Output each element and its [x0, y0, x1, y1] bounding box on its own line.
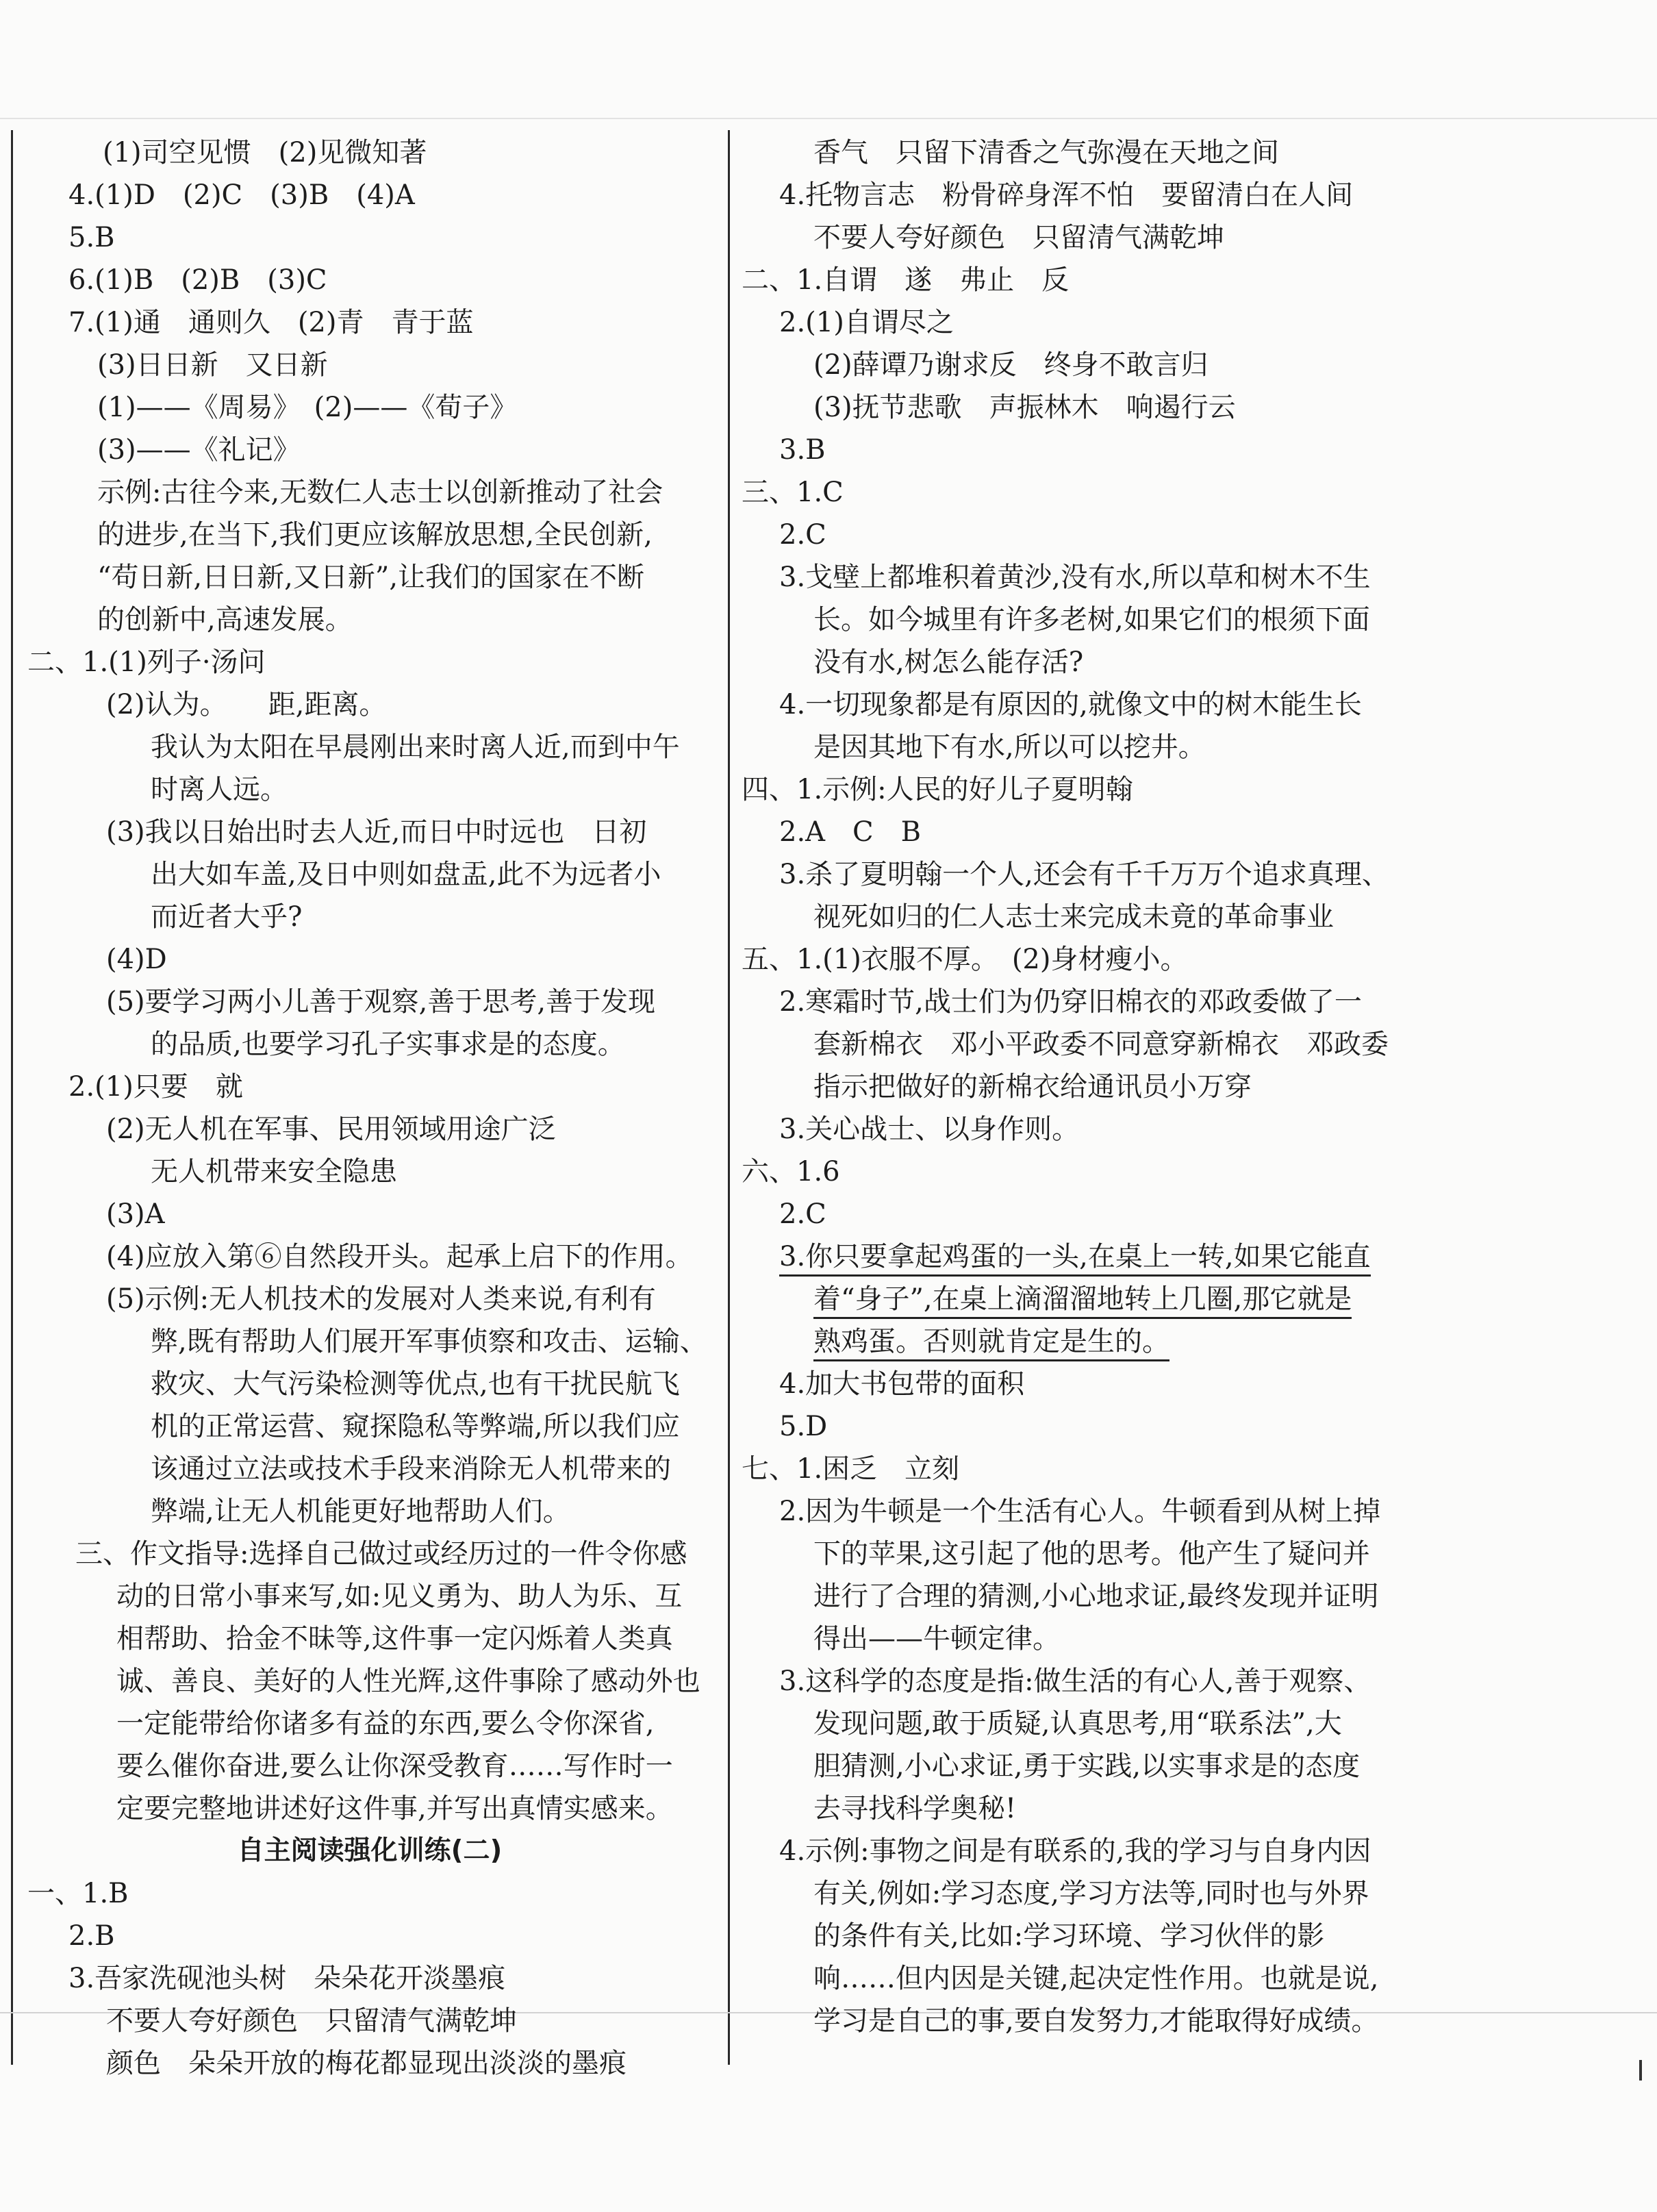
right-answer-line: 去寻找科学奥秘! — [813, 1793, 1017, 1824]
left-answer-line: (5)示例:无人机技术的发展对人类来说,有利有 — [106, 1283, 656, 1315]
right-answer-line: 响……但内因是关键,起决定性作用。也就是说, — [813, 1963, 1379, 1994]
left-answer-line: 颜色 朵朵开放的梅花都显现出淡淡的墨痕 — [106, 2048, 627, 2079]
left-answer-line: 2.B — [68, 1920, 115, 1952]
right-answer-line: 套新棉衣 邓小平政委不同意穿新棉衣 邓政委 — [813, 1029, 1389, 1060]
right-answer-line: (3)抚节悲歌 声振林木 响遏行云 — [813, 392, 1236, 423]
left-answer-line: 的品质,也要学习孔子实事求是的态度。 — [151, 1029, 625, 1060]
right-answer-line: 三、1.C — [742, 477, 844, 508]
left-answer-line: (1)——《周易》 (2)——《荀子》 — [97, 392, 518, 423]
right-answer-line: (2)薛谭乃谢求反 终身不敢言归 — [813, 349, 1209, 381]
left-answer-line: (5)要学习两小儿善于观察,善于思考,善于发现 — [106, 986, 656, 1018]
underlined-text: 着“身子”,在桌上滴溜溜地转上几圈,那它就是 — [813, 1283, 1352, 1319]
left-answer-line: (4)D — [106, 944, 167, 975]
right-answer-line: 下的苹果,这引起了他的思考。他产生了疑问并 — [813, 1538, 1370, 1570]
left-answer-line: 动的日常小事来写,如:见义勇为、助人为乐、互 — [116, 1581, 683, 1612]
right-answer-line: 是因其地下有水,所以可以挖井。 — [813, 731, 1206, 763]
right-answer-line: 3.这科学的态度是指:做生活的有心人,善于观察、 — [779, 1666, 1371, 1697]
underlined-text: 3.你只要拿起鸡蛋的一头,在桌上一转,如果它能直 — [779, 1241, 1371, 1277]
right-answer-line: 3.关心战士、以身作则。 — [779, 1114, 1080, 1145]
left-column — [21, 131, 719, 2085]
right-answer-line: 没有水,树怎么能存活? — [813, 646, 1084, 678]
right-answer-line: 2.A C B — [779, 816, 922, 848]
left-answer-line: 二、1.(1)列子·汤问 — [27, 646, 266, 678]
left-answer-line: 6.(1)B (2)B (3)C — [68, 264, 327, 296]
left-answer-line: 定要完整地讲述好这件事,并写出真情实感来。 — [116, 1793, 673, 1824]
right-answer-line: 4.一切现象都是有原因的,就像文中的树木能生长 — [779, 689, 1362, 720]
left-answer-line: 的创新中,高速发展。 — [97, 604, 353, 636]
left-margin-rule — [11, 130, 13, 2065]
right-answer-line: 2.C — [779, 519, 826, 551]
right-answer-line: 4.加大书包带的面积 — [779, 1368, 1025, 1400]
page-top-rule — [0, 118, 1657, 119]
right-answer-line: 胆猜测,小心求证,勇于实践,以实事求是的态度 — [813, 1750, 1361, 1782]
right-answer-line: 5.D — [779, 1411, 828, 1442]
left-answer-line: 弊端,让无人机能更好地帮助人们。 — [151, 1496, 570, 1527]
right-answer-line: 长。如今城里有许多老树,如果它们的根须下面 — [813, 604, 1370, 636]
right-answer-line: 4.示例:事物之间是有联系的,我的学习与自身内因 — [779, 1835, 1371, 1867]
left-answer-line: 5.B — [68, 222, 115, 253]
left-answer-line: “苟日新,日日新,又日新”,让我们的国家在不断 — [97, 562, 645, 593]
underlined-text: 熟鸡蛋。否则就肯定是生的。 — [813, 1326, 1169, 1361]
right-answer-line: 得出——牛顿定律。 — [813, 1623, 1060, 1655]
right-answer-line: 视死如归的仁人志士来完成未竟的革命事业 — [813, 901, 1334, 933]
left-answer-line: 2.(1)只要 就 — [68, 1071, 243, 1103]
left-answer-line: 救灾、大气污染检测等优点,也有干扰民航飞 — [151, 1368, 680, 1400]
right-answer-line: 2.因为牛顿是一个生活有心人。牛顿看到从树上掉 — [779, 1496, 1381, 1527]
left-answer-line: 7.(1)通 通则久 (2)青 青于蓝 — [68, 307, 474, 338]
left-answer-line: (3)A — [106, 1198, 165, 1230]
right-answer-line: 的条件有关,比如:学习环境、学习伙伴的影 — [813, 1920, 1325, 1952]
right-column — [738, 131, 1443, 2042]
left-answer-line: 一、1.B — [27, 1878, 129, 1909]
left-answer-line: (3)我以日始出时去人近,而日中时远也 日初 — [106, 816, 647, 848]
right-answer-line: 3.杀了夏明翰一个人,还会有千千万万个追求真理、 — [779, 859, 1389, 890]
left-answer-line: 我认为太阳在早晨刚出来时离人近,而到中午 — [151, 731, 680, 763]
right-answer-line — [738, 1235, 1443, 1278]
left-answer-line: 不要人夸好颜色 只留清气满乾坤 — [106, 2005, 517, 2037]
left-answer-line: 而近者大乎? — [151, 901, 303, 933]
right-answer-line: 2.寒霜时节,战士们为仍穿旧棉衣的邓政委做了一 — [779, 986, 1362, 1018]
right-answer-line: 指示把做好的新棉衣给通讯员小万穿 — [813, 1071, 1252, 1103]
right-answer-line: 2.C — [779, 1198, 826, 1230]
right-answer-line: 2.(1)自谓尽之 — [779, 307, 954, 338]
left-answer-line: 要么催你奋进,要么让你深受教育……写作时一 — [116, 1750, 673, 1782]
left-answer-line: 相帮助、拾金不昧等,这件事一定闪烁着人类真 — [116, 1623, 673, 1655]
left-answer-line: 4.(1)D (2)C (3)B (4)A — [68, 179, 415, 211]
left-answer-line: 的进步,在当下,我们更应该解放思想,全民创新, — [97, 519, 653, 551]
right-answer-line: 七、1.困乏 立刻 — [742, 1453, 960, 1485]
right-answer-line: 六、1.6 — [742, 1156, 840, 1187]
section-title: 自主阅读强化训练(二) — [237, 1835, 503, 1866]
page-edge-mark — [1639, 2060, 1642, 2081]
right-answer-line: 进行了合理的猜测,小心地求证,最终发现并证明 — [813, 1581, 1379, 1612]
right-answer-line: 发现问题,敢于质疑,认真思考,用“联系法”,大 — [813, 1708, 1342, 1739]
right-answer-line: 五、1.(1)衣服不厚。 (2)身材瘦小。 — [742, 944, 1188, 975]
left-answer-line: (2)认为。 距,距离。 — [106, 689, 387, 720]
left-answer-line: (3)日日新 又日新 — [97, 349, 328, 381]
left-answer-line: (1)司空见惯 (2)见微知著 — [103, 137, 427, 168]
left-answer-line: (3)——《礼记》 — [97, 434, 301, 466]
right-answer-line: 香气 只留下清香之气弥漫在天地之间 — [813, 137, 1279, 168]
left-answer-line: 3.吾家洗砚池头树 朵朵花开淡墨痕 — [68, 1963, 506, 1994]
right-answer-line: 不要人夸好颜色 只留清气满乾坤 — [813, 222, 1224, 253]
left-answer-line: (4)应放入第⑥自然段开头。起承上启下的作用。 — [106, 1241, 693, 1272]
right-answer-line: 3.戈壁上都堆积着黄沙,没有水,所以草和树木不生 — [779, 562, 1371, 593]
left-answer-line: 一定能带给你诸多有益的东西,要么令你深省, — [116, 1708, 655, 1739]
right-answer-line: 3.B — [779, 434, 826, 466]
right-answer-line: 4.托物言志 粉骨碎身浑不怕 要留清白在人间 — [779, 179, 1354, 211]
left-answer-line: 三、作文指导:选择自己做过或经历过的一件令你感 — [75, 1538, 687, 1570]
left-answer-line: 诚、善良、美好的人性光辉,这件事除了感动外也 — [116, 1666, 700, 1697]
right-answer-line: 有关,例如:学习态度,学习方法等,同时也与外界 — [813, 1878, 1369, 1909]
left-answer-line: (2)无人机在军事、民用领域用途广泛 — [106, 1114, 556, 1145]
right-answer-line: 二、1.自谓 遂 弗止 反 — [742, 264, 1070, 296]
left-answer-line: 时离人远。 — [151, 774, 288, 805]
left-answer-line: 该通过立法或技术手段来消除无人机带来的 — [151, 1453, 671, 1485]
column-divider — [728, 130, 730, 2065]
left-answer-line: 弊,既有帮助人们展开军事侦察和攻击、运输、 — [151, 1326, 707, 1357]
right-answer-line — [738, 1278, 1443, 1320]
left-answer-line: 无人机带来安全隐患 — [151, 1156, 397, 1187]
left-answer-line: 机的正常运营、窥探隐私等弊端,所以我们应 — [151, 1411, 680, 1442]
left-answer-line: 示例:古往今来,无数仁人志士以创新推动了社会 — [97, 477, 663, 508]
right-answer-line: 学习是自己的事,要自发努力,才能取得好成绩。 — [813, 2005, 1379, 2037]
right-answer-line: 四、1.示例:人民的好儿子夏明翰 — [742, 774, 1133, 805]
left-answer-line: 出大如车盖,及日中则如盘盂,此不为远者小 — [151, 859, 661, 890]
right-answer-line — [738, 1320, 1443, 1363]
